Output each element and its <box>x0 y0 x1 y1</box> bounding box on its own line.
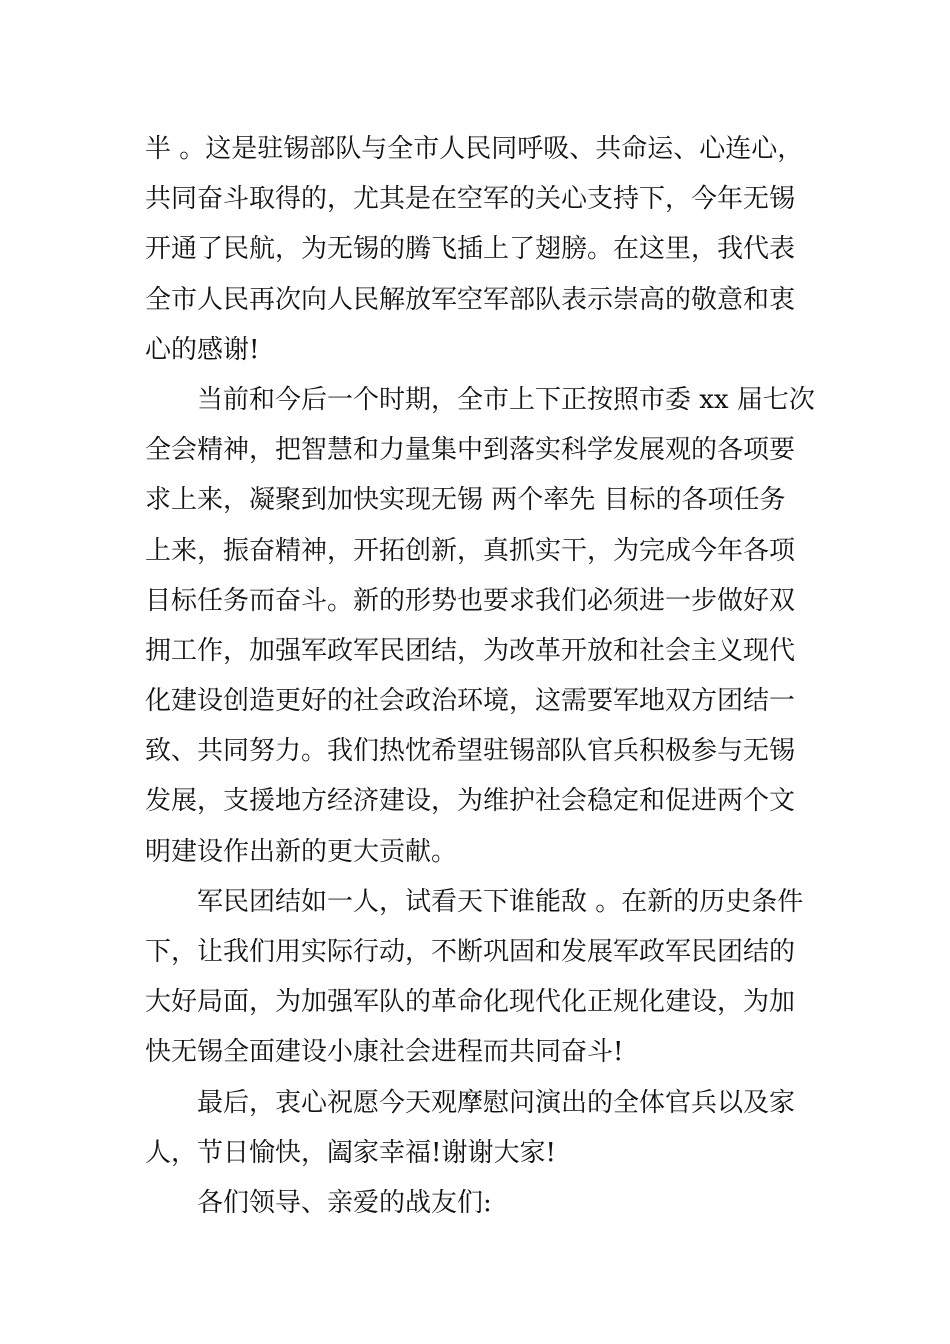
text-line: 致、共同努力。我们热忱希望驻锡部队官兵积极参与无锡 <box>145 736 796 767</box>
text-line: 下，让我们用实际行动，不断巩固和发展军政军民团结的 <box>145 937 796 967</box>
text-line: 开通了民航，为无锡的腾飞插上了翅膀。在这里，我代表 <box>145 234 796 265</box>
text-line: 明建设作出新的更大贡献。 <box>145 836 458 867</box>
paragraph-start-line: 当前和今后一个时期，全市上下正按照市委 xx 届七次 <box>197 384 815 415</box>
text-line: 上来，振奋精神，开拓创新，真抓实干，为完成今年各项 <box>145 535 796 566</box>
text-line: 目标任务而奋斗。新的形势也要求我们必须进一步做好双 <box>145 585 796 616</box>
text-line: 化建设创造更好的社会政治环境，这需要军地双方团结一 <box>145 686 796 717</box>
text-line: 共同奋斗取得的，尤其是在空军的关心支持下，今年无锡 <box>145 184 796 215</box>
text-line: 求上来，凝聚到加快实现无锡 两个率先 目标的各项任务 <box>145 485 786 516</box>
text-line: 全会精神，把智慧和力量集中到落实科学发展观的各项要 <box>145 435 796 466</box>
text-line: 心的感谢! <box>145 334 260 365</box>
text-line: 快无锡全面建设小康社会进程而共同奋斗! <box>145 1037 624 1068</box>
text-line: 拥工作，加强军政军民团结，为改革开放和社会主义现代 <box>145 635 796 666</box>
text-line: 发展，支援地方经济建设，为维护社会稳定和促进两个文 <box>145 786 796 817</box>
body-text <box>145 124 815 1228</box>
paragraph-start-line: 各们领导、亲爱的战友们: <box>197 1187 492 1218</box>
text-line: 人，节日愉快，阖家幸福!谢谢大家! <box>145 1137 556 1168</box>
text-line: 全市人民再次向人民解放军空军部队表示崇高的敬意和衷 <box>145 284 796 315</box>
text-line: 大好局面，为加强军队的革命化现代化正规化建设，为加 <box>145 987 796 1018</box>
paragraph-start-line: 军民团结如一人，试看天下谁能敌 。在新的历史条件 <box>197 886 804 917</box>
paragraph-start-line: 最后，衷心祝愿今天观摩慰问演出的全体官兵以及家 <box>197 1087 796 1118</box>
text-line: 半 。这是驻锡部队与全市人民同呼吸、共命运、心连心， <box>145 134 804 164</box>
